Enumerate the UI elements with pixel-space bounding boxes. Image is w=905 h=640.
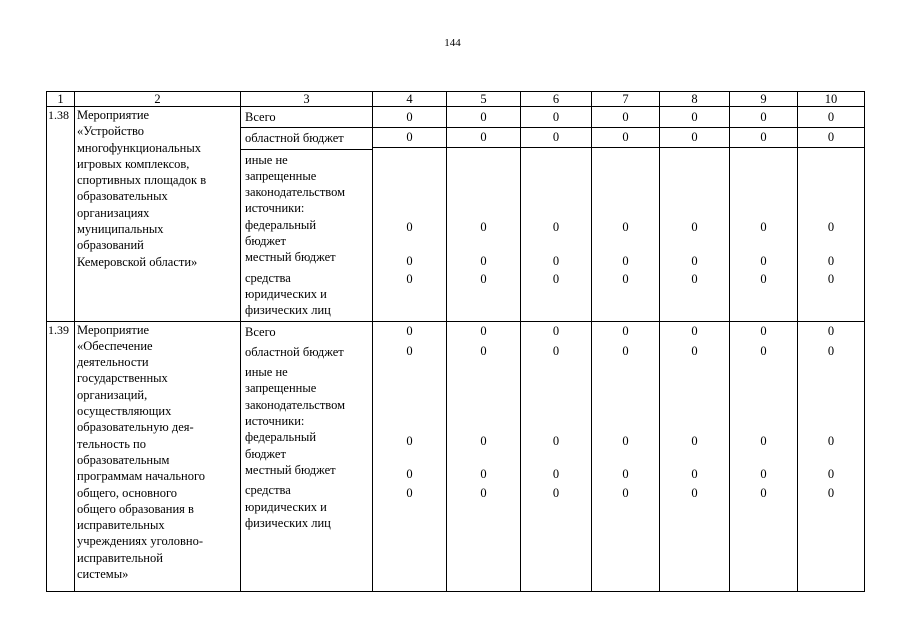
- header-cell: 7: [592, 92, 660, 107]
- value-cell: [447, 107, 521, 322]
- source-regional: [241, 128, 372, 149]
- value-regional: 0: [760, 343, 767, 358]
- value-regional: 0: [622, 343, 629, 358]
- value-federal: 0: [691, 433, 698, 448]
- table-row: [47, 321, 865, 591]
- event-line: общего, основного: [77, 485, 178, 500]
- value-stack: [447, 107, 520, 318]
- value-federal: 0: [760, 433, 767, 448]
- value-local: 0: [760, 466, 767, 481]
- value-local: 0: [406, 254, 413, 268]
- value-stack: [798, 322, 864, 591]
- source-federal-line: бюджет: [245, 234, 286, 249]
- event-line: организациях: [77, 205, 150, 220]
- value-regional: 0: [760, 130, 767, 144]
- value-cell: [660, 107, 730, 322]
- header-cell: 1: [47, 92, 75, 107]
- row-divider: [446, 127, 521, 128]
- value-cell: [373, 321, 447, 591]
- event-line: Мероприятие: [77, 322, 150, 337]
- row-divider: [372, 127, 447, 128]
- value-local: 0: [691, 466, 698, 481]
- value-stack: [521, 107, 591, 318]
- value-total: 0: [552, 323, 560, 338]
- value-total: 0: [480, 110, 487, 124]
- value-federal: 0: [827, 220, 835, 234]
- value-local: 0: [622, 466, 629, 481]
- value-total: 0: [691, 110, 698, 124]
- value-stack: [730, 322, 797, 591]
- value-total: 0: [552, 110, 560, 124]
- source-regional-line: областной бюджет: [245, 131, 344, 146]
- value-regional: 0: [691, 343, 698, 358]
- value-federal: 0: [552, 433, 560, 448]
- event-line: исправительной: [77, 550, 163, 565]
- event-line: образовательным: [77, 452, 170, 467]
- item-number: 1.39: [47, 321, 75, 591]
- header-cell: 6: [521, 92, 592, 107]
- header-cell: 8: [660, 92, 730, 107]
- value-local: 0: [552, 466, 560, 481]
- row-divider: [591, 147, 660, 148]
- value-legal: 0: [760, 485, 767, 500]
- event-description: [75, 107, 241, 322]
- source-other-line: законодательством: [245, 185, 346, 200]
- value-legal: 0: [691, 272, 698, 286]
- source-other-line: запрещенные: [245, 381, 317, 396]
- value-legal: 0: [406, 485, 413, 500]
- event-line: тельность по: [77, 436, 146, 451]
- source-legal-line: средства: [245, 270, 291, 285]
- value-federal: 0: [552, 220, 560, 234]
- value-regional: 0: [827, 343, 835, 358]
- header-cell: 9: [730, 92, 798, 107]
- source-legal-line: средства: [245, 483, 291, 498]
- event-line: игровых комплексов,: [77, 156, 190, 171]
- value-local: 0: [827, 254, 835, 268]
- row-divider: [797, 147, 865, 148]
- event-line: организаций,: [77, 387, 148, 402]
- header-cell: 10: [798, 92, 865, 107]
- row-divider: [372, 147, 447, 148]
- source-federal-line: бюджет: [245, 446, 286, 461]
- value-total: 0: [760, 110, 767, 124]
- source-legal: [243, 268, 370, 321]
- source-total-line: Всего: [245, 324, 276, 339]
- event-line: деятельности: [77, 355, 149, 370]
- value-stack: [373, 107, 446, 318]
- event-line: спортивных площадок в: [77, 173, 207, 188]
- value-federal: 0: [827, 433, 835, 448]
- value-federal: 0: [406, 220, 413, 234]
- source-total-line: Всего: [245, 110, 276, 124]
- value-regional: 0: [480, 130, 487, 144]
- value-cell: [521, 107, 592, 322]
- header-cell: 2: [75, 92, 241, 107]
- value-total: 0: [827, 110, 835, 124]
- value-legal: 0: [691, 485, 698, 500]
- event-line: образовательных: [77, 189, 168, 204]
- value-stack: [798, 107, 864, 318]
- source-federal-line: федеральный: [245, 217, 317, 232]
- event-line: образований: [77, 238, 144, 253]
- value-stack: [660, 322, 729, 591]
- source-other-line: иные не: [245, 152, 288, 167]
- value-cell: [660, 321, 730, 591]
- value-legal: 0: [827, 485, 835, 500]
- value-federal: 0: [406, 433, 413, 448]
- source-other-line: запрещенные: [245, 168, 317, 183]
- source-total: [241, 107, 372, 128]
- value-total: 0: [480, 323, 487, 338]
- value-cell: [798, 107, 865, 322]
- event-line: муниципальных: [77, 222, 164, 237]
- source-other-line: законодательством: [245, 397, 346, 412]
- value-legal: 0: [622, 272, 629, 286]
- value-regional: 0: [827, 130, 835, 144]
- value-cell: [798, 321, 865, 591]
- source-total: [243, 322, 370, 342]
- value-cell: [373, 107, 447, 322]
- value-legal: 0: [552, 272, 560, 286]
- value-local: 0: [480, 254, 487, 268]
- value-stack: [373, 322, 446, 591]
- value-legal: 0: [480, 272, 487, 286]
- source-legal-line: юридических и: [245, 499, 327, 514]
- source-local: местный бюджет: [245, 250, 336, 265]
- value-cell: [730, 107, 798, 322]
- value-total: 0: [827, 323, 835, 338]
- event-line: Кемеровской области»: [77, 254, 198, 269]
- event-line: государственных: [77, 371, 168, 386]
- value-federal: 0: [480, 220, 487, 234]
- row-divider: [520, 127, 592, 128]
- header-row: [47, 92, 865, 107]
- value-stack: [592, 107, 659, 318]
- value-cell: [592, 107, 660, 322]
- source-other-line: источники:: [245, 201, 305, 216]
- source-legal-line: физических лиц: [245, 303, 331, 318]
- value-legal: 0: [760, 272, 767, 286]
- funding-sources: [241, 107, 373, 322]
- event-line: программам начального: [77, 469, 206, 484]
- funding-sources: [241, 321, 373, 591]
- value-legal: 0: [622, 485, 629, 500]
- source-regional: [243, 342, 370, 362]
- value-cell: [447, 321, 521, 591]
- value-cell: [521, 321, 592, 591]
- value-total: 0: [406, 110, 413, 124]
- value-federal: 0: [691, 220, 698, 234]
- row-divider: [797, 127, 865, 128]
- value-legal: 0: [406, 272, 413, 286]
- value-local: 0: [622, 254, 629, 268]
- value-legal: 0: [480, 485, 487, 500]
- row-divider: [659, 147, 730, 148]
- value-total: 0: [406, 323, 413, 338]
- value-local: 0: [760, 254, 767, 268]
- row-divider: [591, 127, 660, 128]
- event-description: [75, 321, 241, 591]
- value-federal: 0: [480, 433, 487, 448]
- event-line: образовательную дея-: [77, 420, 194, 435]
- source-other-line: источники:: [245, 414, 305, 429]
- value-federal: 0: [622, 220, 629, 234]
- event-line: Мероприятие: [77, 108, 150, 122]
- value-stack: [592, 322, 659, 591]
- event-line: учреждениях уголовно-: [77, 534, 204, 549]
- page-number: 144: [444, 37, 461, 49]
- funding-table: [46, 91, 865, 592]
- event-line: «Устройство: [77, 124, 145, 139]
- value-federal: 0: [622, 433, 629, 448]
- source-local: местный бюджет: [245, 462, 336, 477]
- value-legal: 0: [827, 272, 835, 286]
- value-regional: 0: [691, 130, 698, 144]
- event-line: «Обеспечение: [77, 338, 153, 353]
- source-regional-line: областной бюджет: [245, 344, 344, 359]
- event-line: общего образования в: [77, 501, 194, 516]
- source-other: [243, 150, 370, 268]
- row-divider: [729, 147, 798, 148]
- value-regional: 0: [406, 130, 413, 144]
- value-cell: [592, 321, 660, 591]
- value-regional: 0: [552, 343, 560, 358]
- value-local: 0: [827, 466, 835, 481]
- value-regional: 0: [406, 343, 413, 358]
- value-local: 0: [480, 466, 487, 481]
- value-regional: 0: [552, 130, 560, 144]
- value-local: 0: [552, 254, 560, 268]
- value-regional: 0: [622, 130, 629, 144]
- row-divider: [446, 147, 521, 148]
- source-legal-line: физических лиц: [245, 515, 331, 530]
- value-local: 0: [406, 466, 413, 481]
- table-row: [47, 107, 865, 322]
- event-line: системы»: [77, 567, 129, 582]
- row-divider: [659, 127, 730, 128]
- value-legal: 0: [552, 485, 560, 500]
- value-regional: 0: [480, 343, 487, 358]
- source-legal: [243, 480, 370, 533]
- source-federal-line: федеральный: [245, 430, 317, 445]
- value-federal: 0: [760, 220, 767, 234]
- value-stack: [660, 107, 729, 318]
- value-total: 0: [691, 323, 698, 338]
- value-stack: [730, 107, 797, 318]
- source-other-line: иные не: [245, 365, 288, 380]
- value-local: 0: [691, 254, 698, 268]
- value-total: 0: [622, 110, 629, 124]
- event-line: осуществляющих: [77, 404, 172, 419]
- value-cell: [730, 321, 798, 591]
- value-stack: [521, 322, 591, 591]
- row-divider: [520, 147, 592, 148]
- item-number: 1.38: [47, 107, 75, 322]
- value-total: 0: [760, 323, 767, 338]
- header-cell: 5: [447, 92, 521, 107]
- value-total: 0: [622, 323, 629, 338]
- value-stack: [447, 322, 520, 591]
- event-line: исправительных: [77, 518, 165, 533]
- header-cell: 4: [373, 92, 447, 107]
- source-legal-line: юридических и: [245, 286, 327, 301]
- header-cell: 3: [241, 92, 373, 107]
- source-other: [243, 362, 370, 480]
- event-line: многофункциональных: [77, 140, 201, 155]
- row-divider: [729, 127, 798, 128]
